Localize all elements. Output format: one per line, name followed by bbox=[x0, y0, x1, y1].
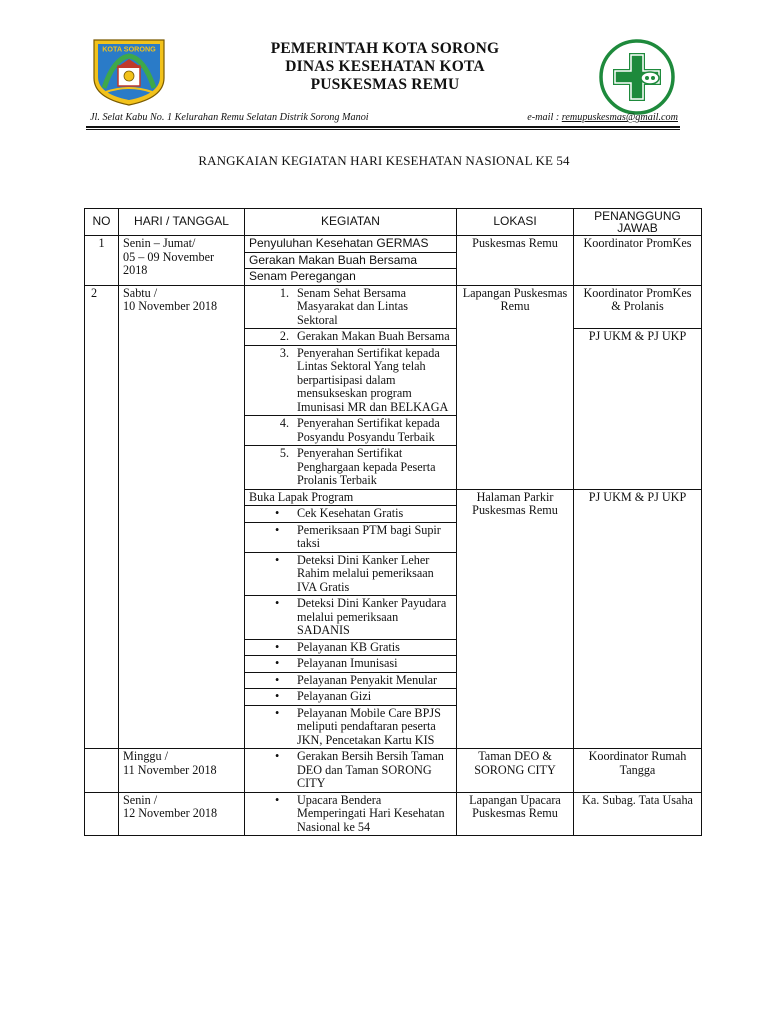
header-divider-thick bbox=[86, 126, 680, 128]
list-item bbox=[245, 416, 457, 446]
row1-kegiatan-2: Gerakan Makan Buah Bersama bbox=[245, 252, 457, 269]
item-text: Gerakan Makan Buah Bersama bbox=[297, 329, 450, 343]
bullet-text: • Pelayanan Imunisasi bbox=[249, 657, 452, 671]
letterhead-title bbox=[200, 40, 570, 94]
item-number: 2. bbox=[279, 329, 289, 343]
table-header-row bbox=[85, 209, 702, 236]
table-row bbox=[85, 285, 702, 329]
address-line bbox=[90, 112, 680, 123]
list-item bbox=[245, 705, 457, 749]
activity-table bbox=[84, 208, 702, 836]
list-item bbox=[245, 689, 457, 706]
item-number: 3. bbox=[279, 345, 289, 360]
bullet-text: • Pelayanan Mobile Care BPJS meliputi pendaftaran peserta JKN, Pencetakan Kartu KIS bbox=[249, 707, 452, 748]
item-text: Penyerahan Sertifikat Penghargaan kepada Peserta Prolanis Terbaik bbox=[297, 446, 436, 487]
bullet-text: • Pelayanan KB Gratis bbox=[249, 641, 452, 655]
letterhead-line-3: PUSKESMAS REMU bbox=[310, 76, 460, 93]
row4-pj: Ka. Subag. Tata Usaha bbox=[574, 792, 702, 836]
list-item bbox=[245, 345, 457, 416]
row2-lokasi: Lapangan Puskesmas Remu bbox=[457, 285, 574, 489]
table-row bbox=[85, 749, 702, 793]
row1-kegiatan-1: Penyuluhan Kesehatan GERMAS bbox=[245, 236, 457, 253]
list-item bbox=[245, 522, 457, 552]
row1-hari: Senin – Jumat/ 05 – 09 November 2018 bbox=[119, 236, 245, 286]
row1-no: 1 bbox=[85, 236, 119, 286]
list-item bbox=[245, 749, 457, 793]
row3-hari: Minggu / 11 November 2018 bbox=[119, 749, 245, 793]
row3-lokasi: Taman DEO & SORONG CITY bbox=[457, 749, 574, 793]
list-item bbox=[245, 552, 457, 596]
row2-pj-2: PJ UKM & PJ UKP bbox=[574, 329, 702, 490]
col-header-lokasi: LOKASI bbox=[457, 209, 574, 236]
document-title: RANGKAIAN KEGIATAN HARI KESEHATAN NASIONAL KE 54 bbox=[198, 153, 570, 168]
bullet-text: • Deteksi Dini Kanker Leher Rahim melalui pemeriksaan IVA Gratis bbox=[249, 554, 452, 595]
row1-kegiatan-3: Senam Peregangan bbox=[245, 269, 457, 286]
email-block bbox=[527, 112, 678, 123]
list-item bbox=[245, 639, 457, 656]
item-text: Penyerahan Sertifikat kepada Posyandu Posyandu Terbaik bbox=[297, 416, 440, 444]
item-text: Penyerahan Sertifikat kepada Lintas Sektoral Yang telah berpartisipasi dalam mensukseskan program Imunisasi MR dan BELKAGA bbox=[297, 345, 449, 414]
col-header-kegiatan: KEGIATAN bbox=[245, 209, 457, 236]
svg-text:KOTA SORONG: KOTA SORONG bbox=[102, 44, 156, 54]
item-number: 4. bbox=[279, 416, 289, 430]
list-item bbox=[245, 656, 457, 673]
bullet-text: • Gerakan Bersih Bersih Taman DEO dan Taman SORONG CITY bbox=[249, 750, 452, 791]
address-text: Jl. Selat Kabu No. 1 Kelurahan Remu Selatan Distrik Sorong Manoi bbox=[90, 112, 369, 123]
row2-no: 2 bbox=[85, 285, 119, 749]
header-divider-thin bbox=[86, 129, 680, 130]
list-item bbox=[245, 596, 457, 640]
row3-pj: Koordinator Rumah Tangga bbox=[574, 749, 702, 793]
bullet-text: • Cek Kesehatan Gratis bbox=[249, 507, 452, 521]
list-item bbox=[245, 506, 457, 523]
item-number: 5. bbox=[279, 446, 289, 460]
email-label: e-mail : bbox=[527, 112, 562, 123]
item-text: Senam Sehat Bersama Masyarakat dan Lintas Sektoral bbox=[297, 285, 409, 327]
row4-lokasi: Lapangan Upacara Puskesmas Remu bbox=[457, 792, 574, 836]
bullet-text: • Pelayanan Penyakit Menular bbox=[249, 674, 452, 688]
letterhead-line-1: PEMERINTAH KOTA SORONG bbox=[270, 40, 500, 57]
list-item bbox=[245, 446, 457, 490]
col-header-hari: HARI / TANGGAL bbox=[119, 209, 245, 236]
lapak-title: Buka Lapak Program bbox=[245, 489, 457, 506]
row3-no bbox=[85, 749, 119, 793]
row1-lokasi: Puskesmas Remu bbox=[457, 236, 574, 286]
letterhead-line-2: DINAS KESEHATAN KOTA bbox=[285, 58, 485, 75]
list-item bbox=[245, 285, 457, 329]
bullet-text: • Upacara Bendera Memperingati Hari Kesehatan Nasional ke 54 bbox=[249, 794, 452, 835]
row1-pj: Koordinator PromKes bbox=[574, 236, 702, 286]
lapak-pj: PJ UKM & PJ UKP bbox=[574, 489, 702, 749]
bullet-text: • Pemeriksaan PTM bagi Supir taksi bbox=[249, 524, 452, 551]
col-header-pj: PENANGGUNG JAWAB bbox=[574, 209, 702, 236]
list-item bbox=[245, 672, 457, 689]
table-row bbox=[85, 236, 702, 253]
bullet-text: • Pelayanan Gizi bbox=[249, 690, 452, 704]
bullet-text: • Deteksi Dini Kanker Payudara melalui pemeriksaan SADANIS bbox=[249, 597, 452, 638]
kota-sorong-logo-icon bbox=[90, 38, 168, 106]
row4-no bbox=[85, 792, 119, 836]
lapak-lokasi: Halaman Parkir Puskesmas Remu bbox=[457, 489, 574, 749]
row2-hari: Sabtu / 10 November 2018 bbox=[119, 285, 245, 749]
email-link[interactable]: remupuskesmas@gmail.com bbox=[561, 112, 678, 123]
table-row bbox=[85, 792, 702, 836]
item-number: 1. bbox=[279, 285, 289, 300]
row2-pj-1: Koordinator PromKes & Prolanis bbox=[574, 285, 702, 329]
puskesmas-logo-icon bbox=[598, 38, 676, 116]
col-header-no: NO bbox=[85, 209, 119, 236]
list-item bbox=[245, 329, 457, 346]
row4-hari: Senin / 12 November 2018 bbox=[119, 792, 245, 836]
list-item bbox=[245, 792, 457, 836]
